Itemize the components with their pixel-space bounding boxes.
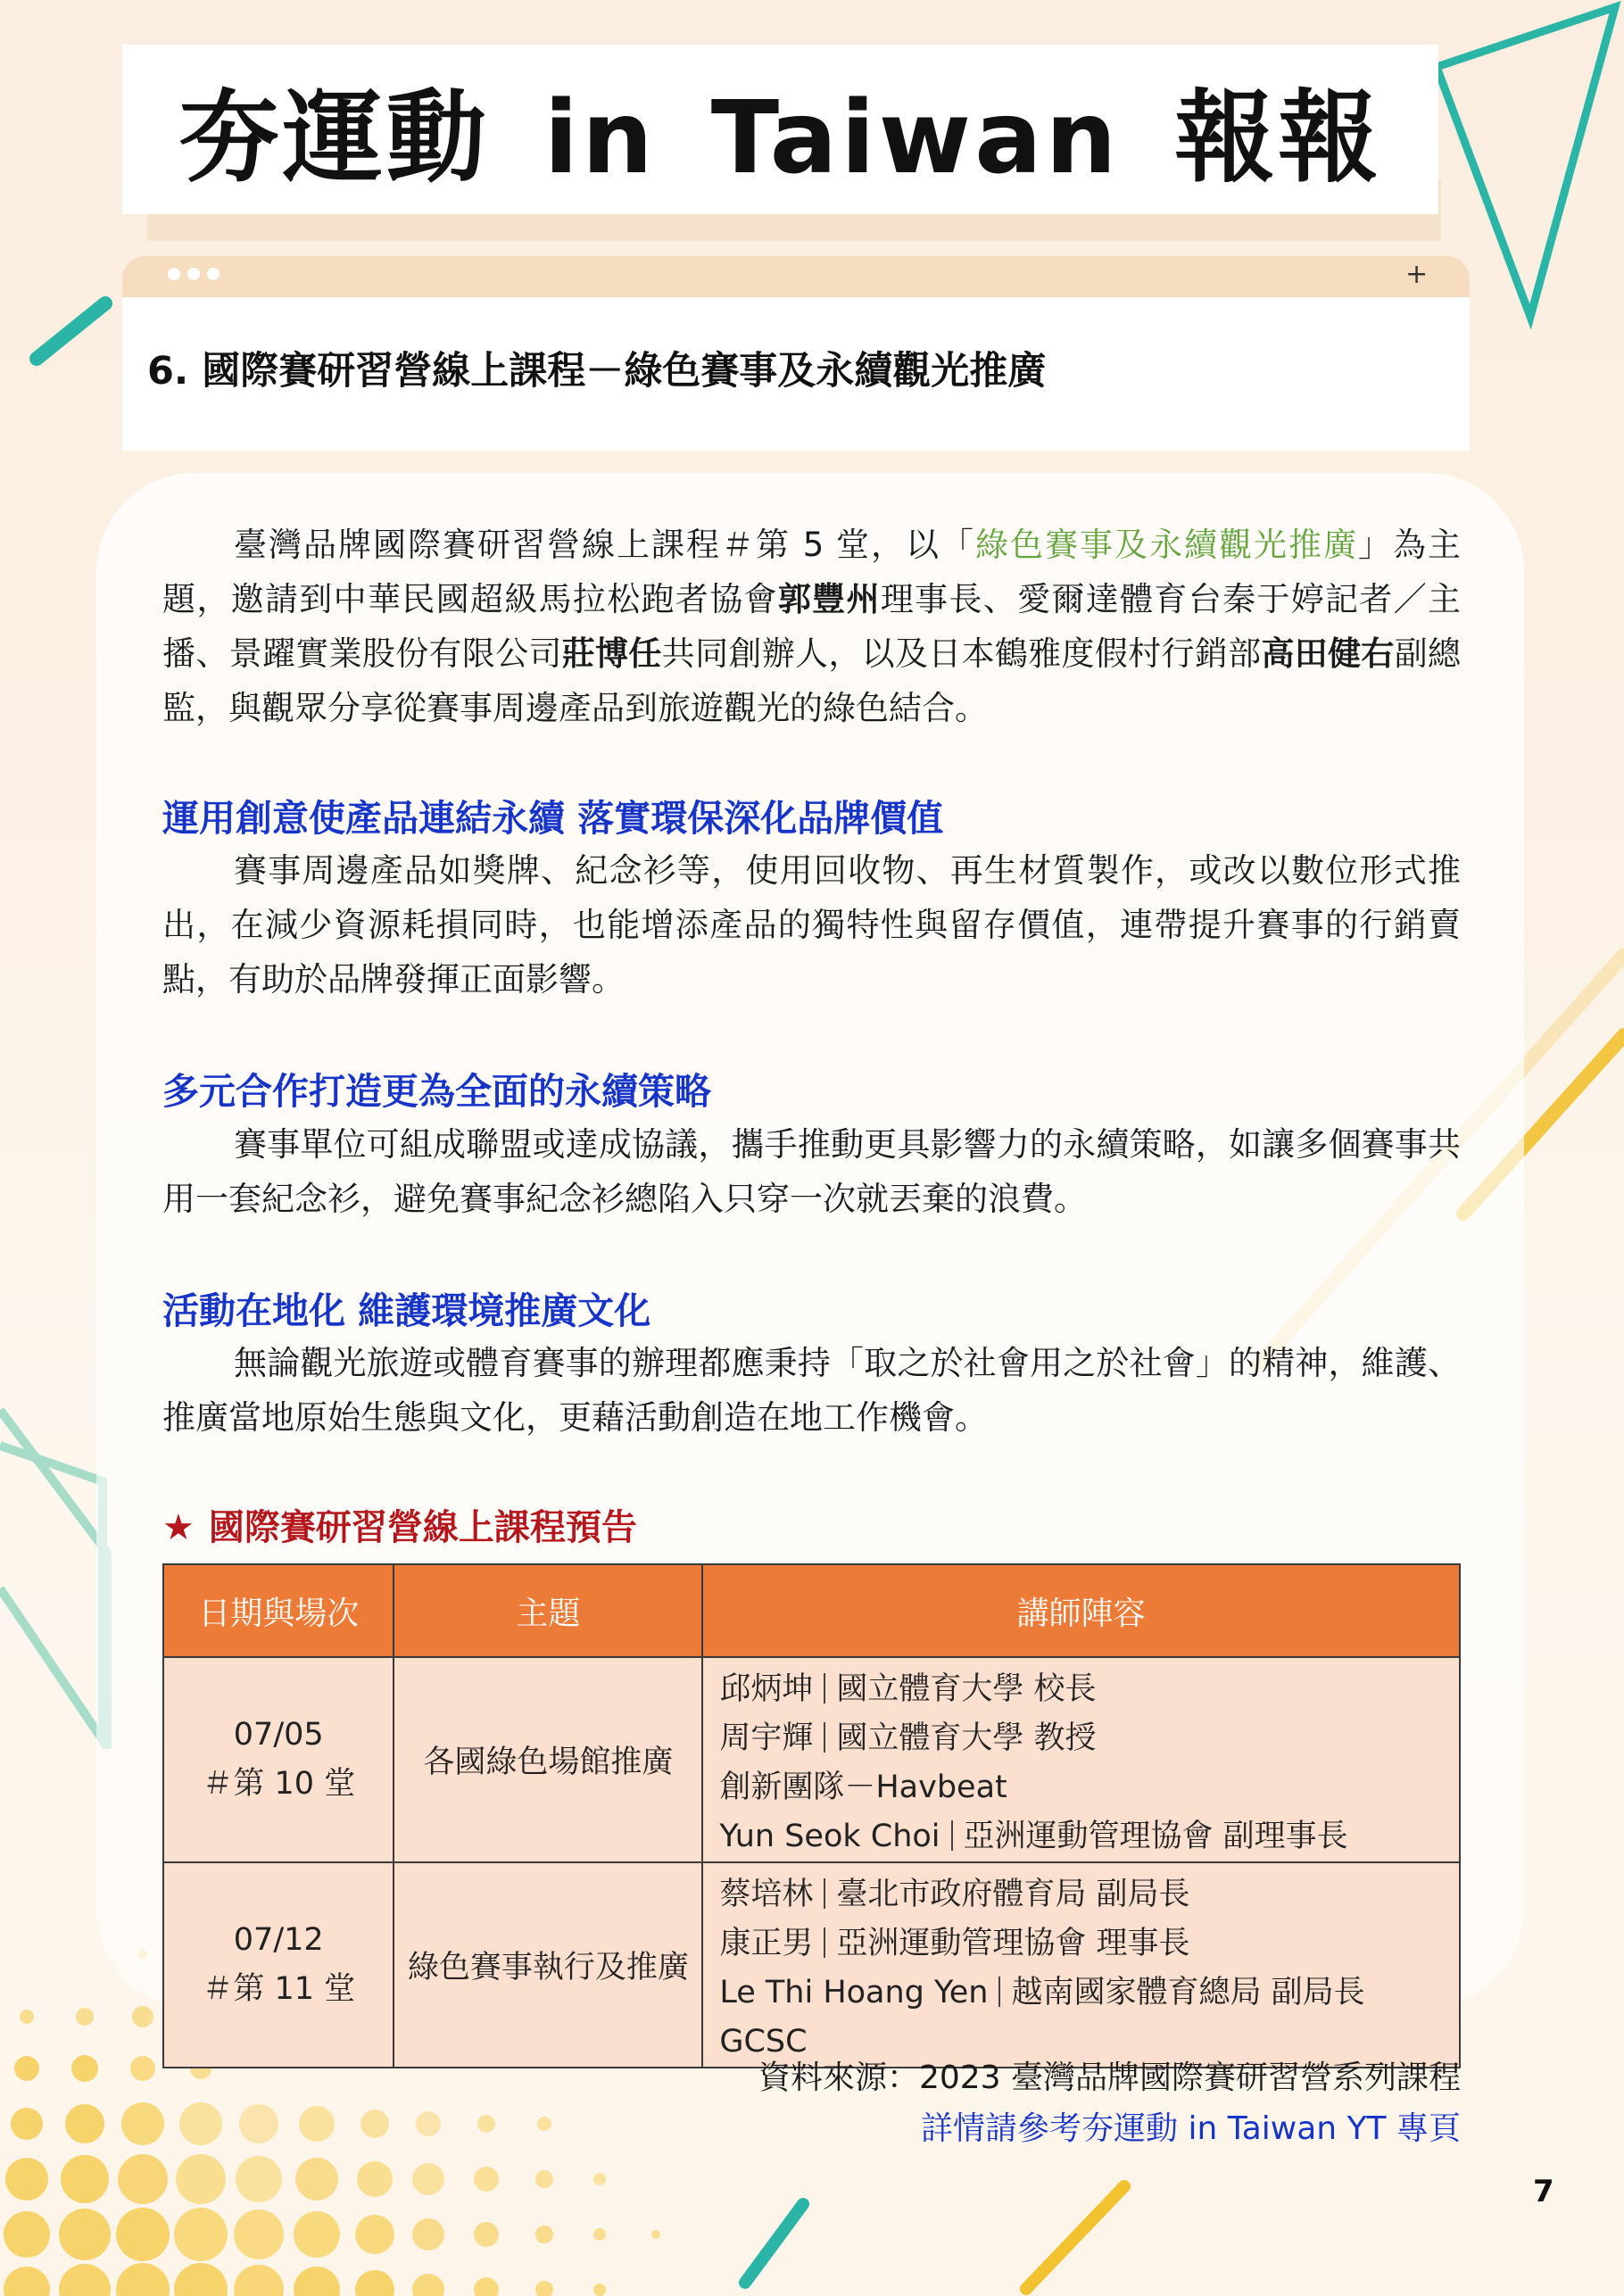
section-3-body: 無論觀光旅遊或體育賽事的辦理都應秉持「取之於社會用之於社會」的精神，維護、推廣當地原始生態與文化，更藉活動創造在地工作機會。 xyxy=(162,1344,1461,1437)
intro-theme: 綠色賽事及永續觀光推廣 xyxy=(975,526,1359,564)
plus-icon: + xyxy=(1405,259,1429,290)
page-number: 7 xyxy=(1533,2174,1554,2209)
instructor-name: 邱炳坤 xyxy=(719,1671,814,1707)
separator xyxy=(824,1673,825,1703)
bottom-lines-decoration xyxy=(732,2177,1142,2296)
separator xyxy=(998,1977,1000,2007)
instructor-name: 周宇輝 xyxy=(719,1720,814,1756)
subheading-2: 多元合作打造更為全面的永續策略 xyxy=(162,1070,711,1113)
topic-cell: 各國綠色場館推廣 xyxy=(394,1657,702,1862)
preview-title: 國際賽研習營線上課程預告 xyxy=(208,1507,637,1548)
instructor-line xyxy=(719,1665,1459,1714)
section-2-body: 賽事單位可組成聯盟或達成協議，攜手推動更具影響力的永續策略，如讓多個賽事共用一套紀念衫，避免賽事紀念衫總陷入只穿一次就丟棄的浪費。 xyxy=(162,1125,1461,1218)
subheading-3: 活動在地化 維護環境推廣文化 xyxy=(162,1289,651,1332)
intro-name-1: 郭豐州 xyxy=(777,580,881,618)
separator xyxy=(824,1722,825,1753)
table-row xyxy=(163,1657,1460,1862)
instructor-line xyxy=(719,1714,1459,1763)
section-title: 6. 國際賽研習營線上課程－綠色賽事及永續觀光推廣 xyxy=(147,349,1047,394)
separator xyxy=(824,1878,825,1909)
separator xyxy=(951,1820,953,1851)
star-icon: ★ xyxy=(162,1507,195,1548)
separator xyxy=(824,1927,825,1958)
session-text: ＃第 10 堂 xyxy=(202,1766,356,1802)
instructor-name: 創新團隊－Havbeat xyxy=(719,1770,1007,1805)
intro-text-1: 臺灣品牌國際賽研習營線上課程＃第 5 堂，以「 xyxy=(234,526,976,564)
date-text: 07/12 xyxy=(233,1922,324,1958)
instructor-org: 亞洲運動管理協會 副理事長 xyxy=(963,1819,1348,1854)
section-card-topbar xyxy=(122,256,1470,299)
subheading-1: 運用創意使產品連結永續 落實環保深化品牌價值 xyxy=(162,797,944,840)
column-header: 日期與場次 xyxy=(163,1564,394,1657)
instructor-name: 蔡培林 xyxy=(719,1877,814,1912)
session-text: ＃第 11 堂 xyxy=(202,1971,356,2007)
instructor-line xyxy=(719,1812,1459,1861)
teal-dash-decoration xyxy=(29,294,114,366)
instructor-org: 國立體育大學 校長 xyxy=(836,1671,1097,1707)
instructors-cell xyxy=(702,1657,1460,1862)
instructor-org: 越南國家體育總局 副局長 xyxy=(1011,1975,1365,2010)
source-note: 資料來源：2023 臺灣品牌國際賽研習營系列課程 xyxy=(758,2060,1461,2096)
date-cell xyxy=(163,1657,394,1862)
page-title: 夯運動 in Taiwan 報報 xyxy=(178,79,1382,196)
instructor-line xyxy=(719,1763,1459,1812)
instructor-line xyxy=(719,1919,1459,1969)
instructors-cell xyxy=(702,1862,1460,2068)
instructor-name: Le Thi Hoang Yen xyxy=(719,1975,989,2010)
intro-text-3: 理事長、愛爾達體育台秦于婷記者／主播、景躍實業股份有限公司 xyxy=(162,580,1462,673)
instructor-line xyxy=(719,1870,1459,1919)
table-header-row xyxy=(163,1564,1460,1657)
column-header: 主題 xyxy=(394,1564,702,1657)
intro-name-3: 高田健右 xyxy=(1261,634,1395,673)
instructor-org: 國立體育大學 教授 xyxy=(836,1720,1097,1756)
intro-text-5: 副總監，與觀眾分享從賽事周邊產品到旅遊觀光的綠色結合。 xyxy=(162,634,1462,727)
instructor-name: GCSC xyxy=(719,2024,808,2060)
section-1-body: 賽事周邊產品如獎牌、紀念衫等，使用回收物、再生材質製作，或改以數位形式推出，在減少資源耗損同時，也能增添產品的獨特性與留存價值，連帶提升賽事的行銷賣點，有助於品牌發揮正面影響。 xyxy=(162,851,1461,999)
intro-paragraph xyxy=(162,518,1461,735)
instructor-name: 康正男 xyxy=(719,1926,814,1961)
youtube-link[interactable]: 詳情請參考夯運動 in Taiwan YT 專頁 xyxy=(921,2110,1461,2147)
intro-text-2: 」為主題，邀請到中華民國超級馬拉松跑者協會 xyxy=(162,526,1462,618)
column-header: 講師陣容 xyxy=(702,1564,1460,1657)
preview-heading xyxy=(162,1499,637,1550)
window-dots-icon xyxy=(168,268,220,280)
instructor-line xyxy=(719,1969,1459,2018)
intro-text-4: 共同創辦人，以及日本鶴雅度假村行銷部 xyxy=(661,634,1262,673)
intro-name-2: 莊博任 xyxy=(561,634,662,673)
header-banner xyxy=(122,45,1438,214)
instructor-org: 亞洲運動管理協會 理事長 xyxy=(836,1926,1190,1961)
schedule-table xyxy=(162,1563,1461,2068)
instructor-name: Yun Seok Choi xyxy=(719,1819,940,1854)
topic-cell: 綠色賽事執行及推廣 xyxy=(394,1862,702,2068)
date-cell xyxy=(163,1862,394,2068)
date-text: 07/05 xyxy=(233,1717,324,1753)
instructor-org: 臺北市政府體育局 副局長 xyxy=(836,1877,1190,1912)
table-row xyxy=(163,1862,1460,2068)
